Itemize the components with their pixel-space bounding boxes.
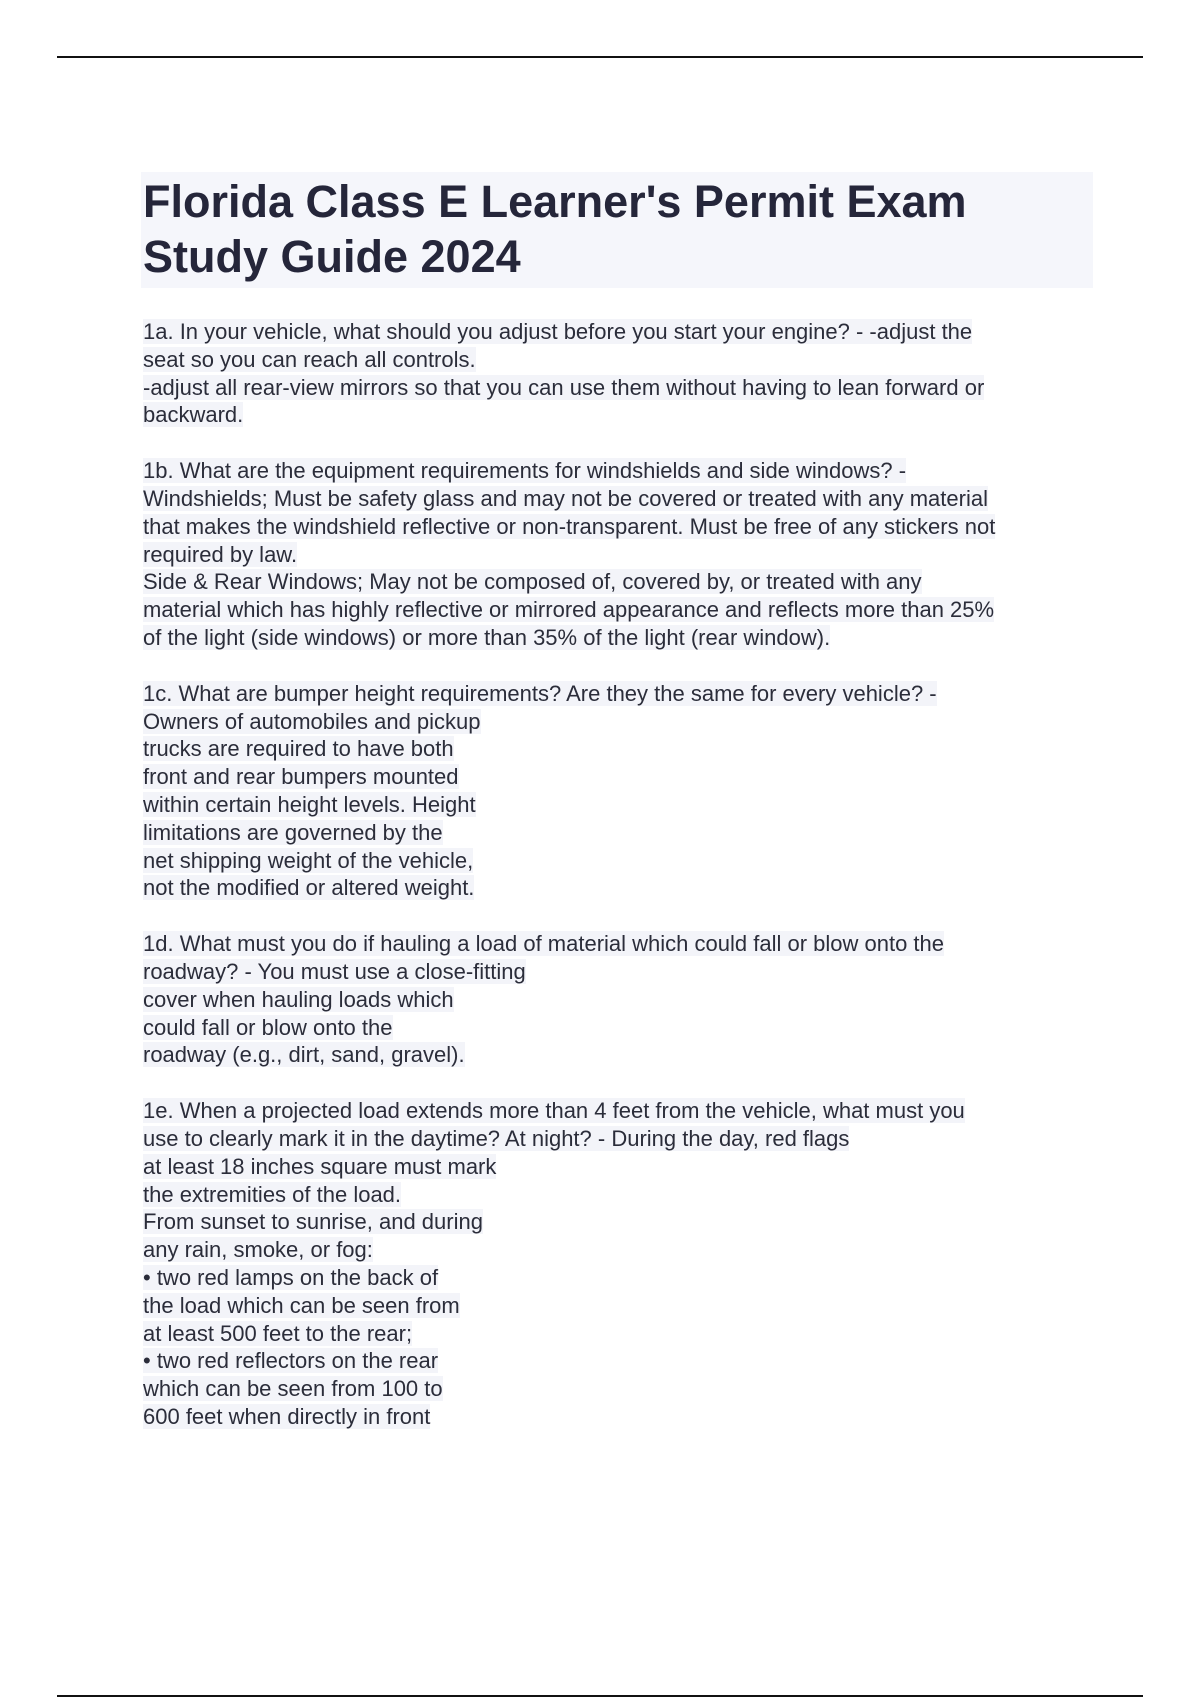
- text-line: From sunset to sunrise, and during: [143, 1209, 483, 1235]
- text-line: at least 18 inches square must mark: [143, 1153, 497, 1179]
- text-line: required by law.: [143, 541, 298, 567]
- text-line: 1c. What are bumper height requirements? Are they the same for every vehicle? -: [143, 680, 937, 706]
- question-answer-1a: [143, 318, 1093, 429]
- text-line: -adjust all rear-view mirrors so that you can use them without having to lean forward or: [143, 374, 985, 400]
- text-line: Side & Rear Windows; May not be composed of, covered by, or treated with any: [143, 569, 922, 595]
- document-body: [143, 172, 1093, 1431]
- text-line: 1b. What are the equipment requirements for windshields and side windows? -: [143, 458, 907, 484]
- text-line: could fall or blow onto the: [143, 1014, 393, 1040]
- question-answer-1c: [143, 680, 1093, 902]
- text-line: of the light (side windows) or more than 35% of the light (rear window).: [143, 624, 831, 650]
- text-line: 1d. What must you do if hauling a load of material which could fall or blow onto the: [143, 931, 945, 957]
- text-line: the load which can be seen from: [143, 1292, 460, 1318]
- text-line: the extremities of the load.: [143, 1181, 402, 1207]
- text-line: material which has highly reflective or mirrored appearance and reflects more than 25%: [143, 597, 995, 623]
- text-line: Windshields; Must be safety glass and may not be covered or treated with any material: [143, 485, 988, 511]
- text-line: use to clearly mark it in the daytime? At night? - During the day, red flags: [143, 1125, 850, 1151]
- text-line: 600 feet when directly in front: [143, 1403, 431, 1429]
- text-line: which can be seen from 100 to: [143, 1376, 443, 1402]
- text-line: not the modified or altered weight.: [143, 875, 475, 901]
- question-answer-1d: [143, 930, 1093, 1069]
- text-line: seat so you can reach all controls.: [143, 346, 476, 372]
- text-line: at least 500 feet to the rear;: [143, 1320, 413, 1346]
- text-line: 1e. When a projected load extends more than 4 feet from the vehicle, what must you: [143, 1098, 965, 1124]
- text-line: front and rear bumpers mounted: [143, 764, 459, 790]
- title-line: Study Guide 2024: [143, 231, 521, 282]
- text-line: limitations are governed by the: [143, 819, 443, 845]
- bottom-rule: [57, 1695, 1143, 1697]
- text-line: • two red reflectors on the rear: [143, 1348, 439, 1374]
- title-line: Florida Class E Learner's Permit Exam: [143, 176, 967, 227]
- text-line: cover when hauling loads which: [143, 986, 454, 1012]
- text-line: trucks are required to have both: [143, 736, 454, 762]
- text-line: roadway? - You must use a close-fitting: [143, 958, 526, 984]
- page-title: [141, 172, 1093, 288]
- text-line: roadway (e.g., dirt, sand, gravel).: [143, 1042, 465, 1068]
- text-line: any rain, smoke, or fog:: [143, 1237, 373, 1263]
- text-line: • two red lamps on the back of: [143, 1264, 439, 1290]
- question-answer-1e: [143, 1097, 1093, 1431]
- question-answer-1b: [143, 457, 1093, 652]
- text-line: 1a. In your vehicle, what should you adjust before you start your engine? - -adjust the: [143, 319, 973, 344]
- text-line: that makes the windshield reflective or non-transparent. Must be free of any stickers not: [143, 513, 996, 539]
- text-line: backward.: [143, 402, 244, 428]
- text-line: within certain height levels. Height: [143, 791, 476, 817]
- text-line: Owners of automobiles and pickup: [143, 708, 481, 734]
- top-rule: [57, 56, 1143, 58]
- text-line: net shipping weight of the vehicle,: [143, 847, 474, 873]
